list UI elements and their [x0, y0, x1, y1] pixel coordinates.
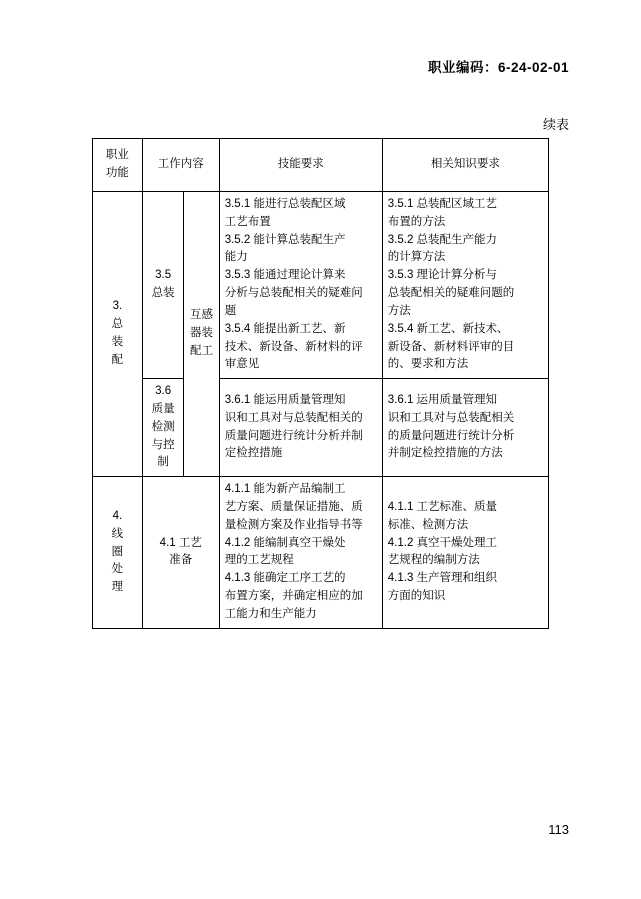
table-row — [93, 477, 549, 629]
skill-line: 量检测方案及作业指导书等 — [224, 518, 363, 531]
skill-line: 4.1.2 能编制真空干燥处 — [224, 536, 346, 549]
knowledge-line: 识和工具对与总装配相关 — [387, 411, 515, 424]
knowledge-line: 布置的方法 — [387, 215, 446, 228]
header-job-function-line1: 职业 — [105, 149, 129, 162]
knowledge-line: 标准、检测方法 — [387, 518, 469, 531]
skill-line: 工艺布置 — [224, 215, 271, 228]
work-content-line: 与控 — [151, 438, 175, 451]
function-line: 装 — [111, 336, 124, 349]
cell-knowledge-3-5 — [382, 192, 548, 379]
work-content-line: 质量 — [151, 402, 175, 415]
skill-line: 3.6.1 能运用质量管理知 — [224, 394, 346, 407]
job-title-line: 互感 — [190, 309, 214, 322]
knowledge-line: 3.5.4 新工艺、新技术、 — [387, 322, 509, 335]
knowledge-line: 的计算方法 — [387, 251, 446, 264]
skill-line: 识和工具对与总装配相关的 — [224, 411, 363, 424]
skill-line: 3.5.1 能进行总装配区域 — [224, 198, 346, 210]
skill-line: 3.5.3 能通过理论计算来 — [224, 269, 346, 282]
skill-line: 分析与总装配相关的疑难问 — [224, 287, 363, 300]
skill-line: 审意见 — [224, 358, 260, 371]
knowledge-line: 艺规程的编制方法 — [387, 554, 480, 567]
header-job-function — [93, 139, 143, 192]
cell-function-4 — [93, 477, 143, 629]
knowledge-line: 3.5.1 总装配区域工艺 — [387, 198, 498, 210]
function-line: 处 — [111, 563, 124, 576]
cell-skill-3-6 — [219, 379, 382, 477]
work-content-line: 3.6 — [155, 385, 172, 398]
table-row — [93, 192, 549, 379]
cell-job-title-transformer-assembler — [184, 192, 219, 477]
knowledge-line: 并制定检控措施的方法 — [387, 447, 503, 460]
knowledge-line: 方面的知识 — [387, 590, 446, 603]
skill-line: 定检控措施 — [224, 447, 283, 460]
skill-line: 4.1.3 能确定工序工艺的 — [224, 572, 346, 585]
cell-work-content-3-6 — [142, 379, 184, 477]
skill-line: 布置方案，并确定相应的加 — [224, 590, 363, 603]
cell-function-3 — [93, 192, 143, 477]
page-number: 113 — [548, 822, 569, 837]
header-skill-requirement: 技能要求 — [219, 139, 382, 192]
job-title-line: 器装 — [190, 327, 214, 340]
job-title-line: 配工 — [190, 345, 214, 357]
knowledge-line: 4.1.2 真空干燥处理工 — [387, 536, 498, 549]
skill-line: 3.5.2 能计算总装配生产 — [224, 233, 346, 246]
skill-line: 4.1.1 能为新产品编制工 — [224, 483, 346, 496]
skill-line: 理的工艺规程 — [224, 554, 294, 567]
skill-line: 质量问题进行统计分析并制 — [224, 429, 363, 442]
function-line: 理 — [111, 581, 124, 594]
work-content-line: 制 — [157, 456, 169, 469]
function-line: 线 — [111, 527, 124, 540]
header-knowledge-requirement: 相关知识要求 — [382, 139, 548, 192]
knowledge-line: 新设备、新材料评审的目 — [387, 340, 515, 353]
knowledge-line: 的、要求和方法 — [387, 358, 469, 371]
function-line: 总 — [111, 318, 124, 331]
work-content-line: 检测 — [151, 420, 175, 433]
knowledge-line: 3.5.2 总装配生产能力 — [387, 233, 498, 246]
cell-knowledge-4-1 — [382, 477, 548, 629]
knowledge-line: 方法 — [387, 304, 411, 317]
work-content-line: 总装 — [151, 287, 175, 300]
knowledge-line: 4.1.1 工艺标准、质量 — [387, 501, 498, 513]
cell-work-content-3-5 — [142, 192, 184, 379]
skill-line: 题 — [224, 304, 237, 317]
table-row — [93, 379, 549, 477]
table-header-row — [93, 139, 549, 192]
cell-skill-4-1 — [219, 477, 382, 629]
continued-table-label: 续表 — [542, 117, 569, 132]
occupation-code: 职业编码：6-24-02-01 — [427, 60, 569, 75]
function-line: 配 — [111, 353, 124, 366]
skill-line: 技术、新设备、新材料的评 — [224, 340, 363, 353]
function-line: 4. — [112, 509, 123, 522]
knowledge-line: 的质量问题进行统计分析 — [387, 429, 515, 442]
knowledge-line: 3.5.3 理论计算分析与 — [387, 269, 498, 282]
work-content-line: 准备 — [169, 554, 193, 567]
cell-work-content-4-1 — [142, 477, 219, 629]
function-line: 3. — [112, 300, 123, 313]
occupation-standard-table — [92, 138, 549, 629]
skill-line: 艺方案、质量保证措施、质 — [224, 501, 363, 513]
function-line: 圈 — [111, 545, 124, 558]
knowledge-line: 3.6.1 运用质量管理知 — [387, 394, 498, 407]
header-job-function-line2: 功能 — [105, 167, 129, 179]
cell-skill-3-5 — [219, 192, 382, 379]
knowledge-line: 总装配相关的疑难问题的 — [387, 287, 515, 300]
work-content-line: 3.5 — [155, 269, 172, 282]
header-work-content: 工作内容 — [142, 139, 219, 192]
skill-line: 能力 — [224, 251, 248, 264]
skill-line: 3.5.4 能提出新工艺、新 — [224, 322, 346, 335]
cell-knowledge-3-6 — [382, 379, 548, 477]
skill-line: 工能力和生产能力 — [224, 607, 317, 620]
knowledge-line: 4.1.3 生产管理和组织 — [387, 572, 498, 585]
work-content-line: 4.1 工艺 — [159, 536, 202, 549]
